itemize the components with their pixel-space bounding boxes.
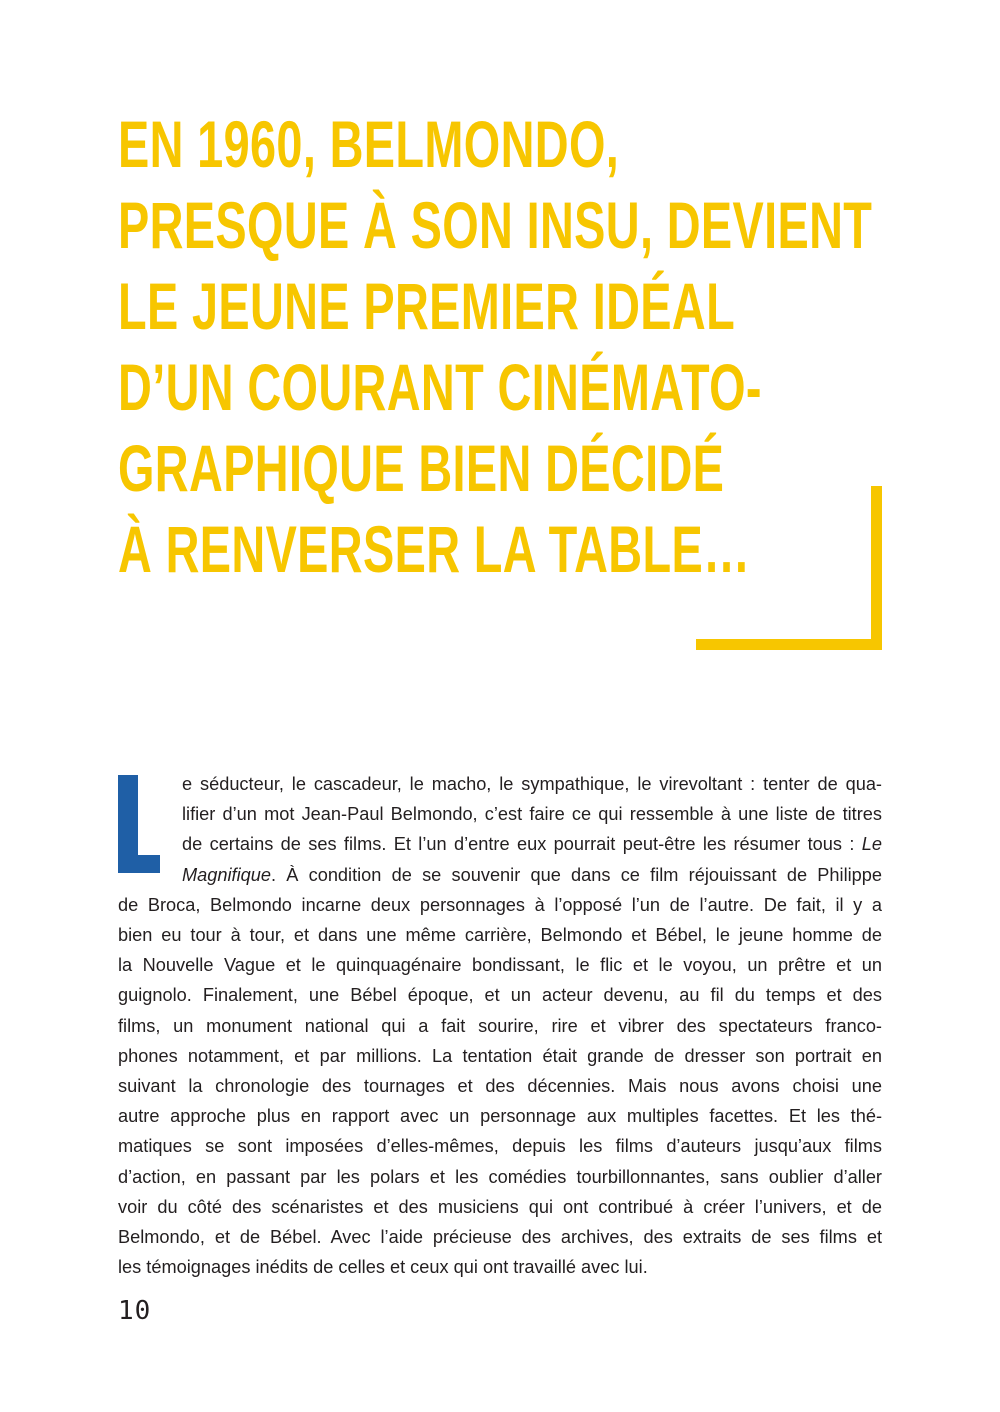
corner-bracket-horizontal [696, 639, 882, 650]
intro-paragraph [118, 769, 882, 1282]
paragraph-line: matiques se sont imposées d’elles-mêmes, depuis les films d’auteurs jusqu’aux films [118, 1136, 882, 1157]
paragraph-line: suivant la chronologie des tournages et des décennies. Mais nous avons choisi une [118, 1076, 882, 1097]
paragraph-line: de Broca, Belmondo incarne deux personnages à l’opposé l’un de l’autre. De fait, il y a [118, 894, 882, 915]
film-title-magnifique: Magnifique [182, 864, 271, 885]
paragraph-line: bien eu tour à tour, et dans une même carrière, Belmondo et Bébel, le jeune homme de [118, 925, 882, 946]
paragraph-line: e séducteur, le cascadeur, le macho, le sympathique, le virevoltant : tenter de qua- [182, 774, 882, 794]
page-number: 10 [118, 1296, 152, 1326]
headline-line: PRESQUE À SON INSU, DEVIENT [118, 188, 873, 262]
paragraph-line: Belmondo, et de Bébel. Avec l’aide précieuse des archives, des extraits de ses films et [118, 1227, 882, 1248]
paragraph-line: Magnifique. À condition de se souvenir que dans ce film réjouissant de Philippe [182, 864, 882, 885]
paragraph-line: phones notamment, et par millions. La tentation était grande de dresser son portrait en [118, 1045, 882, 1066]
paragraph-line: la Nouvelle Vague et le quinquagénaire bondissant, le flic et le voyou, un prêtre et un [118, 955, 882, 976]
paragraph-line: guignolo. Finalement, une Bébel époque, et un acteur devenu, au fil du temps et des [118, 985, 882, 1006]
pull-quote-headline [118, 104, 872, 590]
paragraph-line: d’action, en passant par les polars et les comédies tourbillonnantes, sans oublier d’aller [118, 1166, 882, 1187]
corner-bracket-vertical [871, 486, 882, 650]
paragraph-line: lifier d’un mot Jean-Paul Belmondo, c’est faire ce qui ressemble à une liste de titres [182, 804, 882, 825]
headline-line: À RENVERSER LA TABLE… [118, 512, 751, 586]
paragraph-line: les témoignages inédits de celles et ceux qui ont travaillé avec lui. [118, 1257, 648, 1278]
paragraph-line-text: de certains de ses films. Et l’un d’entre eux pourrait peut-être les résumer tous : [182, 834, 855, 855]
headline-line: LE JEUNE PREMIER IDÉAL [118, 269, 736, 343]
paragraph-line [182, 829, 882, 859]
headline-line: GRAPHIQUE BIEN DÉCIDÉ [118, 431, 725, 505]
paragraph-line: films, un monument national qui a fait sourire, rire et vibrer des spectateurs franco- [118, 1015, 882, 1036]
paragraph-line: autre approche plus en rapport avec un personnage aux multiples facettes. Et les thé- [118, 1106, 882, 1127]
paragraph-line: voir du côté des scénaristes et des musiciens qui ont contribué à créer l’univers, et de [118, 1196, 882, 1217]
headline-line: D’UN COURANT CINÉMATO- [118, 350, 762, 424]
film-title-le: Le [861, 834, 882, 855]
headline-line: EN 1960, BELMONDO, [118, 107, 620, 181]
